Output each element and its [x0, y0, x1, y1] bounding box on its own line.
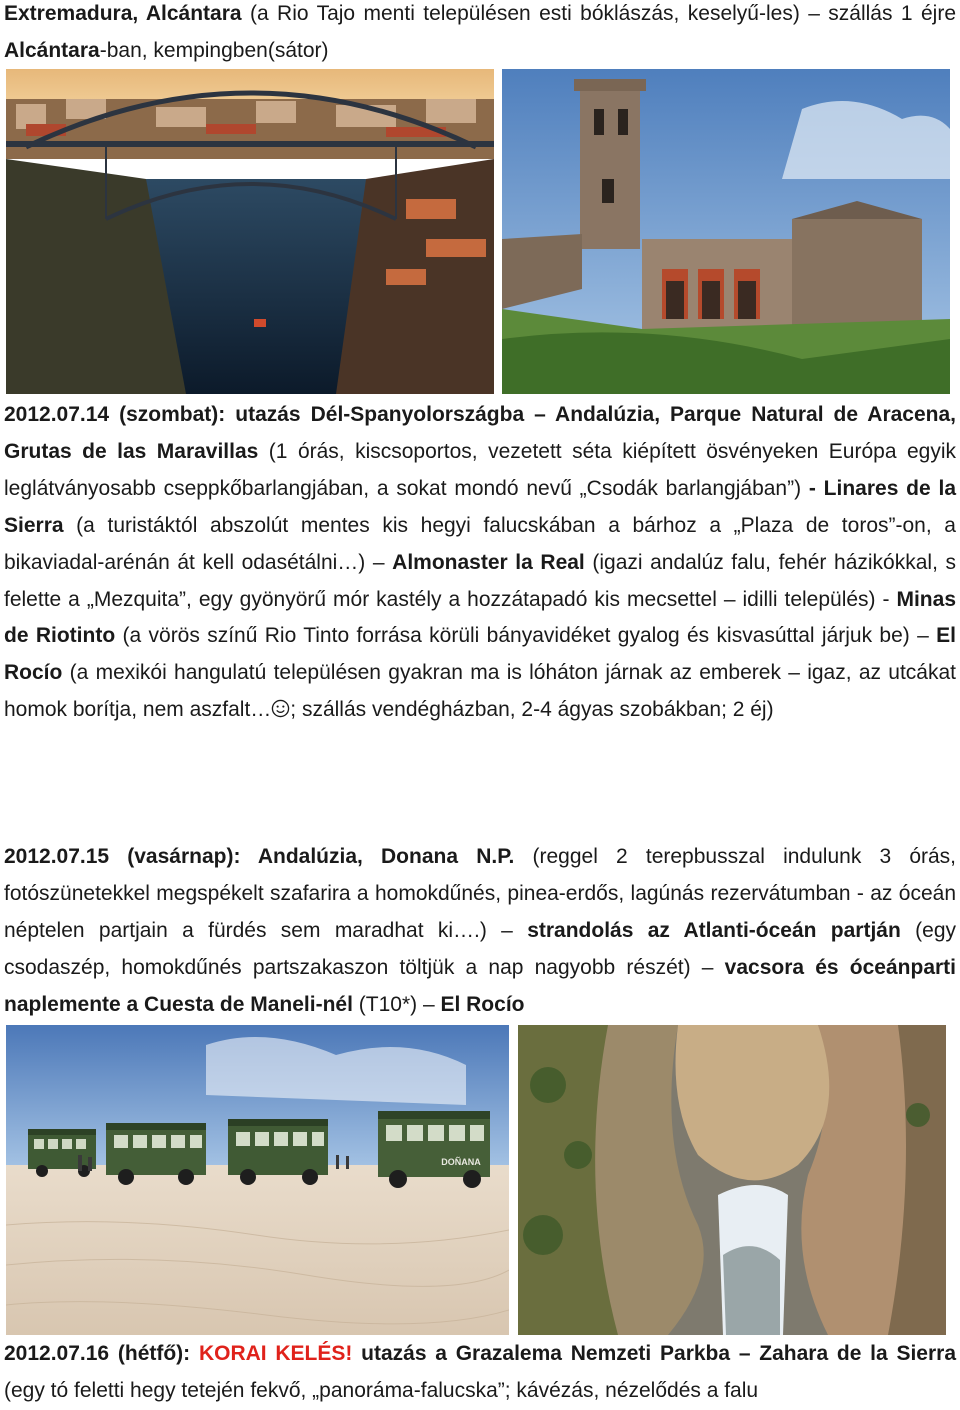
day14-paragraph: 2012.07.14 (szombat): utazás Dél-Spanyolországba – Andalúzia, Parque Natural de Aracena, Grutas de las Maravillas (1 órás, kiscsoportos, vezetett séta kiépített ösvényeken Európa egyik leglátványosabb cseppkőbarlangjában, a sokat mondó nevű „Csodák barlangjában”) - Linares de la Sierra (a turistáktól abszolút mentes kis hegyi falucskában a bárhoz a „Plaza de toros”-on, a bikaviadal-arénán át kell odasétálni…) – Almonaster la Real (igazi andalúz falu, fehér házikókkal, s felette a „Mezquita”, egy gyönyörű mór kastély a hozzátapadó kis mecsettel – idilli település) - Minas de Riotinto (a vörös színű Rio Tinto forrása körüli bányavidéket gyalog és kisvasúttal járjuk be) – El Rocío (a mexikói hangulatú településen gyakran ma is lóháton járnak az emberek – igaz, az utcákat homok borítja, nem aszfalt… ; szállás vendégházban, 2-4 ágyas szobákban; 2 éj) [4, 403, 956, 722]
intro-alcantara: Alcántara [4, 38, 100, 62]
day15-beach: strandolás az Atlanti-óceán partján [527, 918, 901, 942]
photo-stone-church [502, 69, 950, 394]
place-rocio-2: El Rocío [440, 992, 525, 1016]
place-almonaster: Almonaster la Real [392, 550, 585, 574]
day15-paragraph: 2012.07.15 (vasárnap): Andalúzia, Donana N.P. (reggel 2 terepbusszal indulunk 3 órás, fotószünetekkel megspékelt szafarira a homokdűnés, pinea-erdős, lagúnás rezervátumban - az óceán néptelen partjain a fürdés sem maradhat ki….) – strandolás az Atlanti-óceán partján (egy csodaszép, homokdűnés partszakaszon töltjük a nap nagyobb részét) – vacsora és óceánparti naplemente a Cuesta de Maneli-nél (T10*) – El Rocío [4, 845, 957, 1016]
bus-label: DOÑANA [441, 1157, 481, 1167]
day16-date: 2012.07.16 (hétfő): [4, 1342, 199, 1365]
day15-heading: 2012.07.15 (vasárnap): Andalúzia, Donana N.P. [4, 845, 515, 868]
day16-trip: utazás a Grazalema Nemzeti Parkba – Zahara de la Sierra [352, 1342, 956, 1365]
intro-paragraph: Extremadura, Alcántara (a Rio Tajo menti településen esti bóklászás, keselyű-les) – szállás 1 éjre Alcántara-ban, kempingben(sátor) [4, 2, 956, 62]
photo-safari-buses [6, 1025, 509, 1335]
day14-heading: 2012.07.14 (szombat): utazás Dél-Spanyolországba – Andalúzia, Parque Natural de Aracena, Grutas de las Maravillas [4, 403, 956, 463]
day15-sunset: vacsora és óceánparti naplemente a Cuesta de Maneli-nél [4, 955, 957, 1016]
place-minas: Minas de Riotinto [4, 587, 956, 648]
photo-river-bridge [6, 69, 494, 394]
place-rocio: El Rocío [4, 624, 956, 685]
smiley-icon [271, 699, 290, 718]
day16-paragraph: 2012.07.16 (hétfő): KORAI KELÉS! utazás a Grazalema Nemzeti Parkba – Zahara de la Sierra (egy tó feletti hegy tetején fekvő, „panoráma-falucska”; kávézás, nézelődés a falu [4, 1342, 956, 1402]
photo-canyon-arch [518, 1025, 946, 1335]
intro-place: Extremadura, Alcántara [4, 2, 242, 25]
early-start-warning: KORAI KELÉS! [198, 1342, 353, 1365]
place-linares: - Linares de la Sierra [4, 476, 956, 537]
